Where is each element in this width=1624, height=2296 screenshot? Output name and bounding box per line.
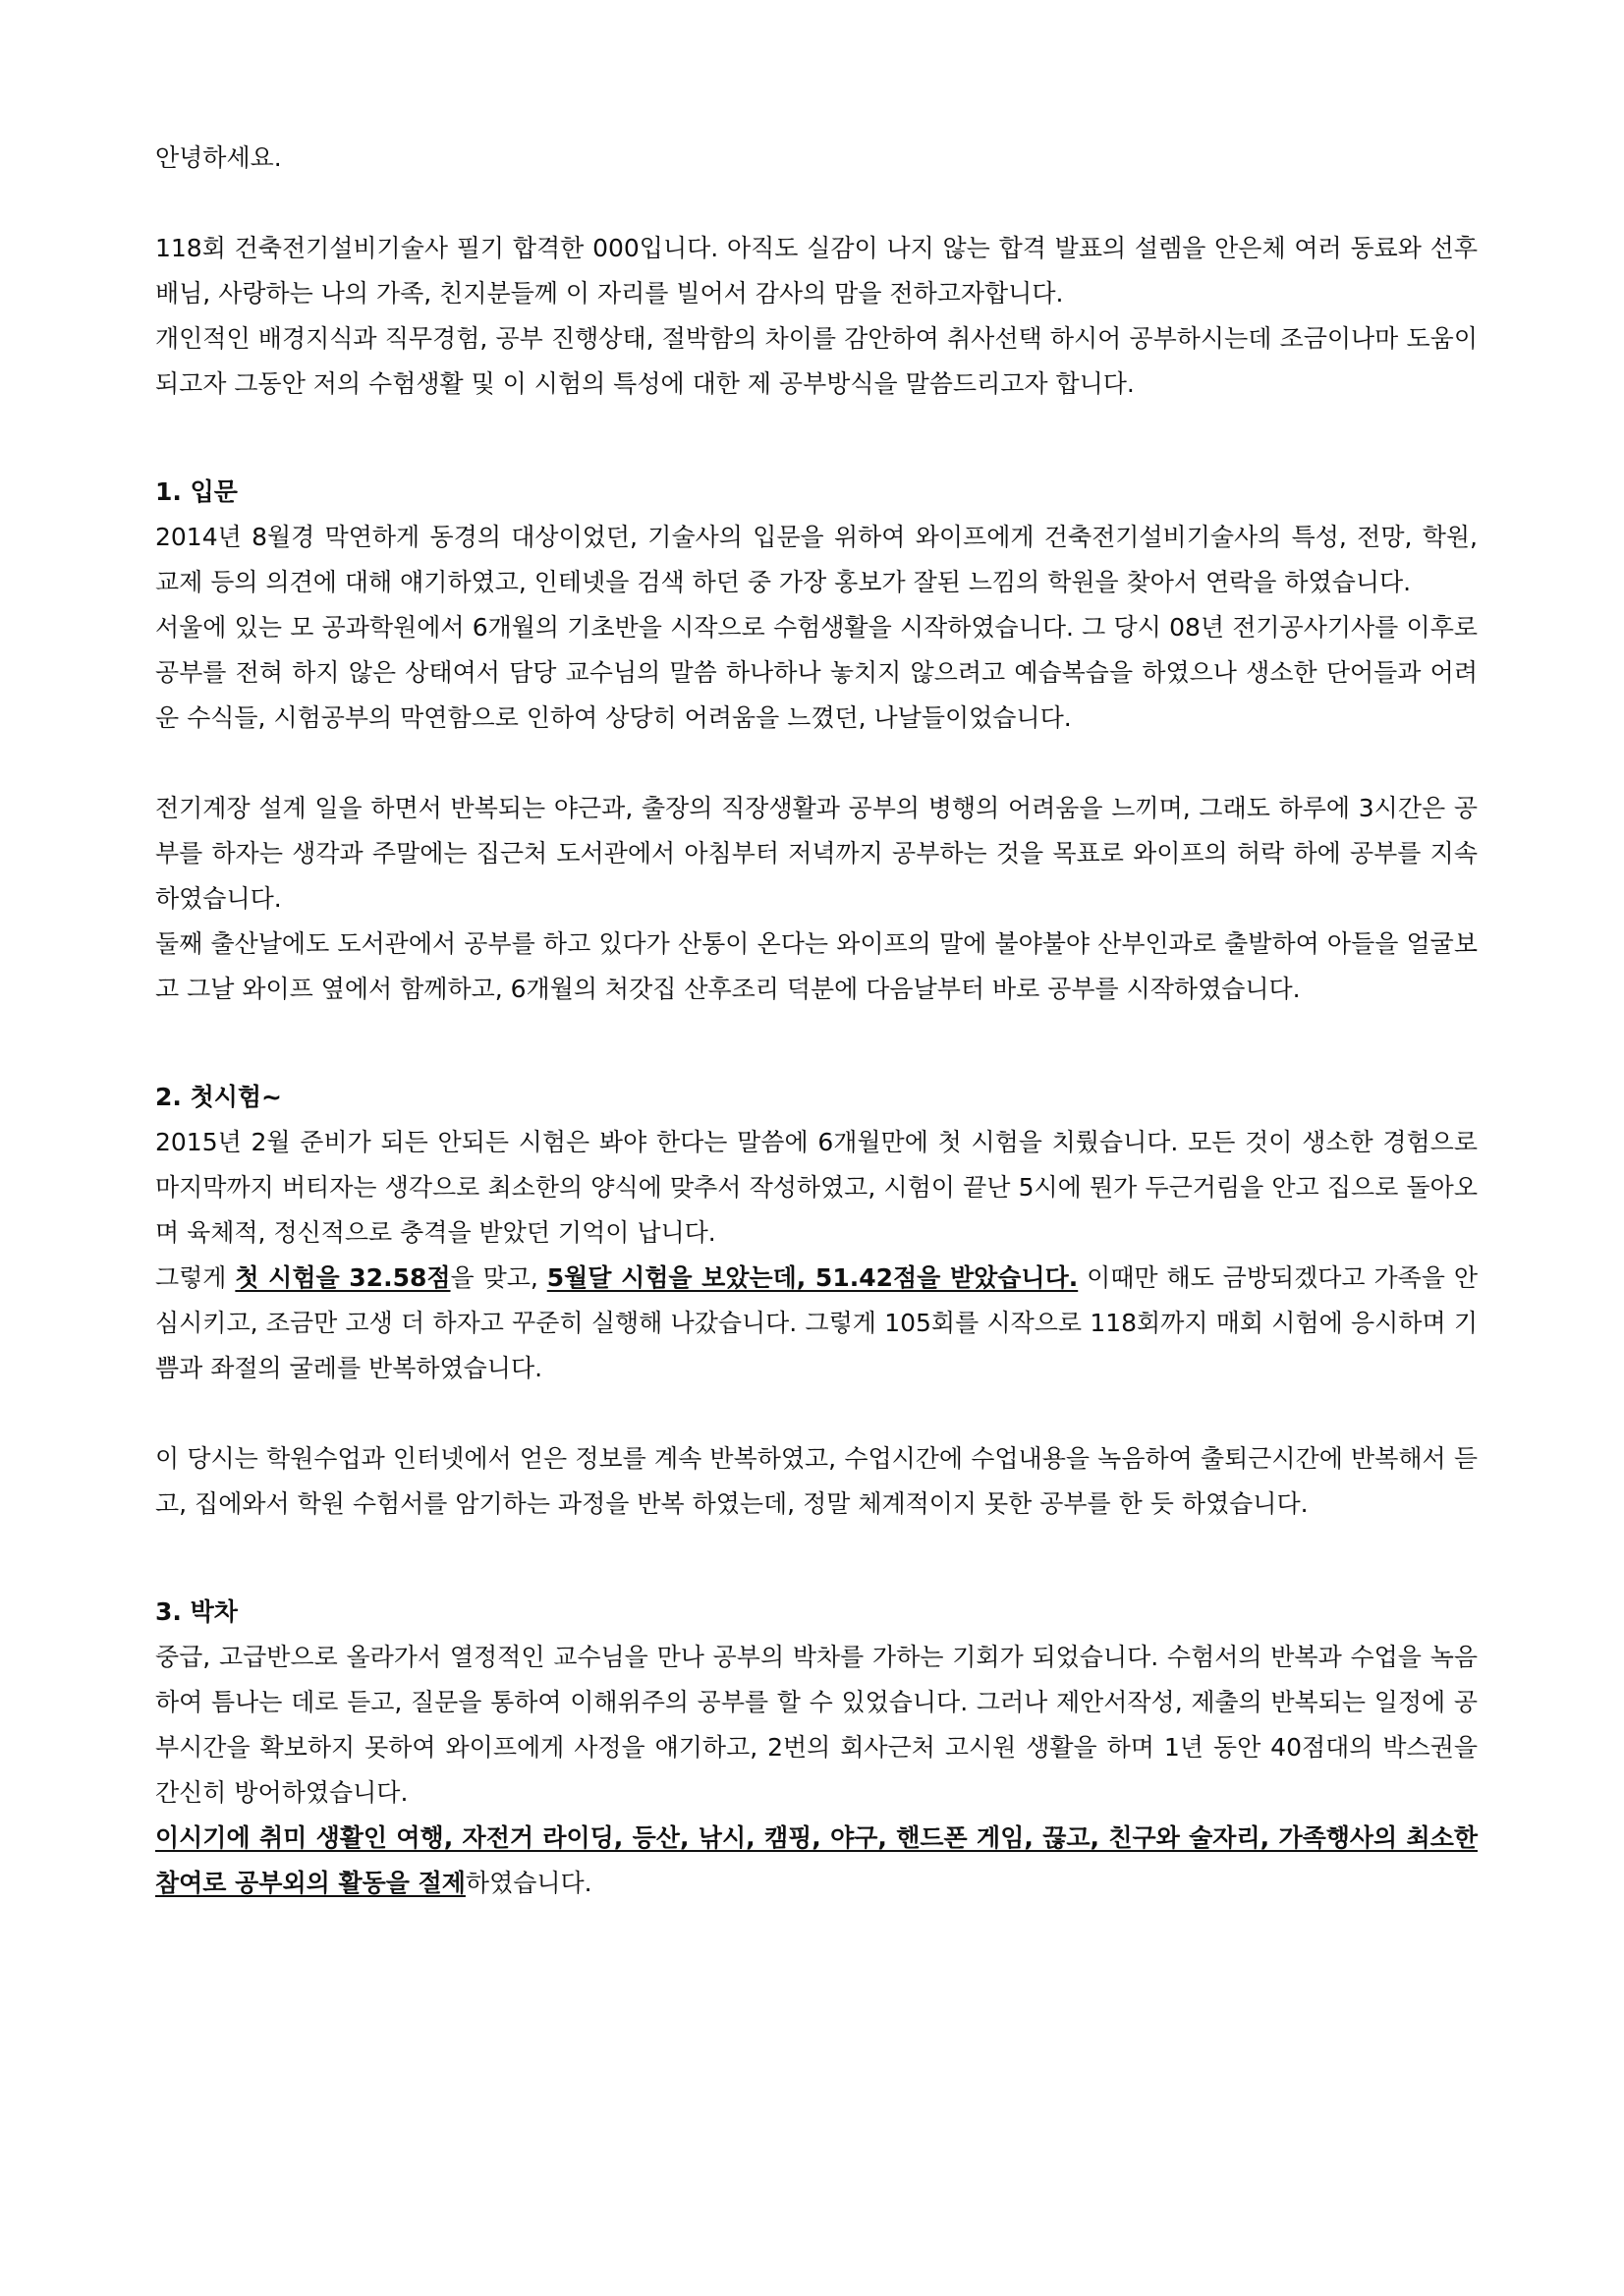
section-2-heading: 2. 첫시험~ [155,1083,282,1111]
greeting: 안녕하세요. [155,143,282,172]
section-1-paragraph-2: 서울에 있는 모 공과학원에서 6개월의 기초반을 시작으로 수험생활을 시작하였습니다. 그 당시 08년 전기공사기사를 이후로 공부를 전혀 하지 않은 상태여서 담당 교수님의 말씀 하나하나 놓치지 않으려고 예습복습을 하였으나 생소한 단어들과 어려운 수식들, 시험공부의 막연함으로 인하여 상당히 어려움을 느꼈던, 나날들이었습니다. [155,613,1478,732]
text-run: 그렇게 [155,1263,236,1292]
text-run: 을 맞고, [450,1263,547,1292]
text-run: 이때만 해도 금방되겠다고 가족을 안심시키고, 조금만 고생 더 하자고 꾸준히 실행해 나갔습니다. 그렇게 105회를 시작으로 118회까지 매회 시험에 응시하며 기쁨과 좌절의 굴레를 반복하였습니다. [155,1263,1478,1382]
section-3-paragraph-2 [155,1816,1478,1906]
section-2-paragraph-3: 이 당시는 학원수업과 인터넷에서 얻은 정보를 계속 반복하였고, 수업시간에 수업내용을 녹음하여 출퇴근시간에 반복해서 듣고, 집에와서 학원 수험서를 암기하는 과정을 반복 하였는데, 정말 체계적이지 못한 공부를 한 듯 하였습니다. [155,1444,1478,1518]
section-2-paragraph-2 [155,1256,1478,1391]
section-1-paragraph-3: 전기계장 설계 일을 하면서 반복되는 야근과, 출장의 직장생활과 공부의 병행의 어려움을 느끼며, 그래도 하루에 3시간은 공부를 하자는 생각과 주말에는 집근처 도서관에서 아침부터 저녁까지 공부하는 것을 목표로 와이프의 허락 하에 공부를 지속하였습니다. [155,794,1478,913]
spacer [155,1012,1478,1075]
spacer [155,1527,1478,1590]
text-run: 하였습니다. [465,1869,592,1897]
spacer [155,741,1478,786]
spacer [155,181,1478,226]
emphasis-hobby-restraint: 이시기에 취미 생활인 여행, 자전거 라이딩, 등산, 낚시, 캠핑, 야구, 핸드폰 게임, 끊고, 친구와 술자리, 가족행사의 최소한 참여로 공부외의 활동을 절제 [155,1823,1478,1897]
spacer [155,1391,1478,1436]
document-page [155,136,1478,1906]
intro-paragraph-1: 118회 건축전기설비기술사 필기 합격한 000입니다. 아직도 실감이 나지 않는 합격 발표의 설렘을 안은체 여러 동료와 선후배님, 사랑하는 나의 가족, 친지분들께 이 자리를 빌어서 감사의 맘을 전하고자합니다. [155,234,1478,308]
emphasis-may-score: 5월달 시험을 보았는데, 51.42점을 받았습니다. [546,1263,1079,1292]
section-2-paragraph-1: 2015년 2월 준비가 되든 안되든 시험은 봐야 한다는 말씀에 6개월만에 첫 시험을 치뤘습니다. 모든 것이 생소한 경험으로 마지막까지 버티자는 생각으로 최소한의 양식에 맞추서 작성하였고, 시험이 끝난 5시에 뭔가 두근거림을 안고 집으로 돌아오며 육체적, 정신적으로 충격을 받았던 기억이 납니다. [155,1128,1478,1247]
emphasis-first-score: 첫 시험을 32.58점 [235,1263,451,1292]
intro-paragraph-2: 개인적인 배경지식과 직무경험, 공부 진행상태, 절박함의 차이를 감안하여 취사선택 하시어 공부하시는데 조금이나마 도움이 되고자 그동안 저의 수험생활 및 이 시험의 특성에 대한 제 공부방식을 말씀드리고자 합니다. [155,324,1478,398]
spacer [155,407,1478,470]
section-1-heading: 1. 입문 [155,477,238,506]
section-1-paragraph-4: 둘째 출산날에도 도서관에서 공부를 하고 있다가 산통이 온다는 와이프의 말에 불야불야 산부인과로 출발하여 아들을 얼굴보고 그날 와이프 옆에서 함께하고, 6개월의 처갓집 산후조리 덕분에 다음날부터 바로 공부를 시작하였습니다. [155,929,1478,1003]
section-3-heading: 3. 박차 [155,1597,238,1626]
section-3-paragraph-1: 중급, 고급반으로 올라가서 열정적인 교수님을 만나 공부의 박차를 가하는 기회가 되었습니다. 수험서의 반복과 수업을 녹음하여 틈나는 데로 듣고, 질문을 통하여 이해위주의 공부를 할 수 있었습니다. 그러나 제안서작성, 제출의 반복되는 일정에 공부시간을 확보하지 못하여 와이프에게 사정을 얘기하고, 2번의 회사근처 고시원 생활을 하며 1년 동안 40점대의 박스권을 간신히 방어하였습니다. [155,1643,1478,1807]
section-1-paragraph-1: 2014년 8월경 막연하게 동경의 대상이었던, 기술사의 입문을 위하여 와이프에게 건축전기설비기술사의 특성, 전망, 학원, 교제 등의 의견에 대해 얘기하였고, 인테넷을 검색 하던 중 가장 홍보가 잘된 느낌의 학원을 찾아서 연락을 하였습니다. [155,523,1478,596]
